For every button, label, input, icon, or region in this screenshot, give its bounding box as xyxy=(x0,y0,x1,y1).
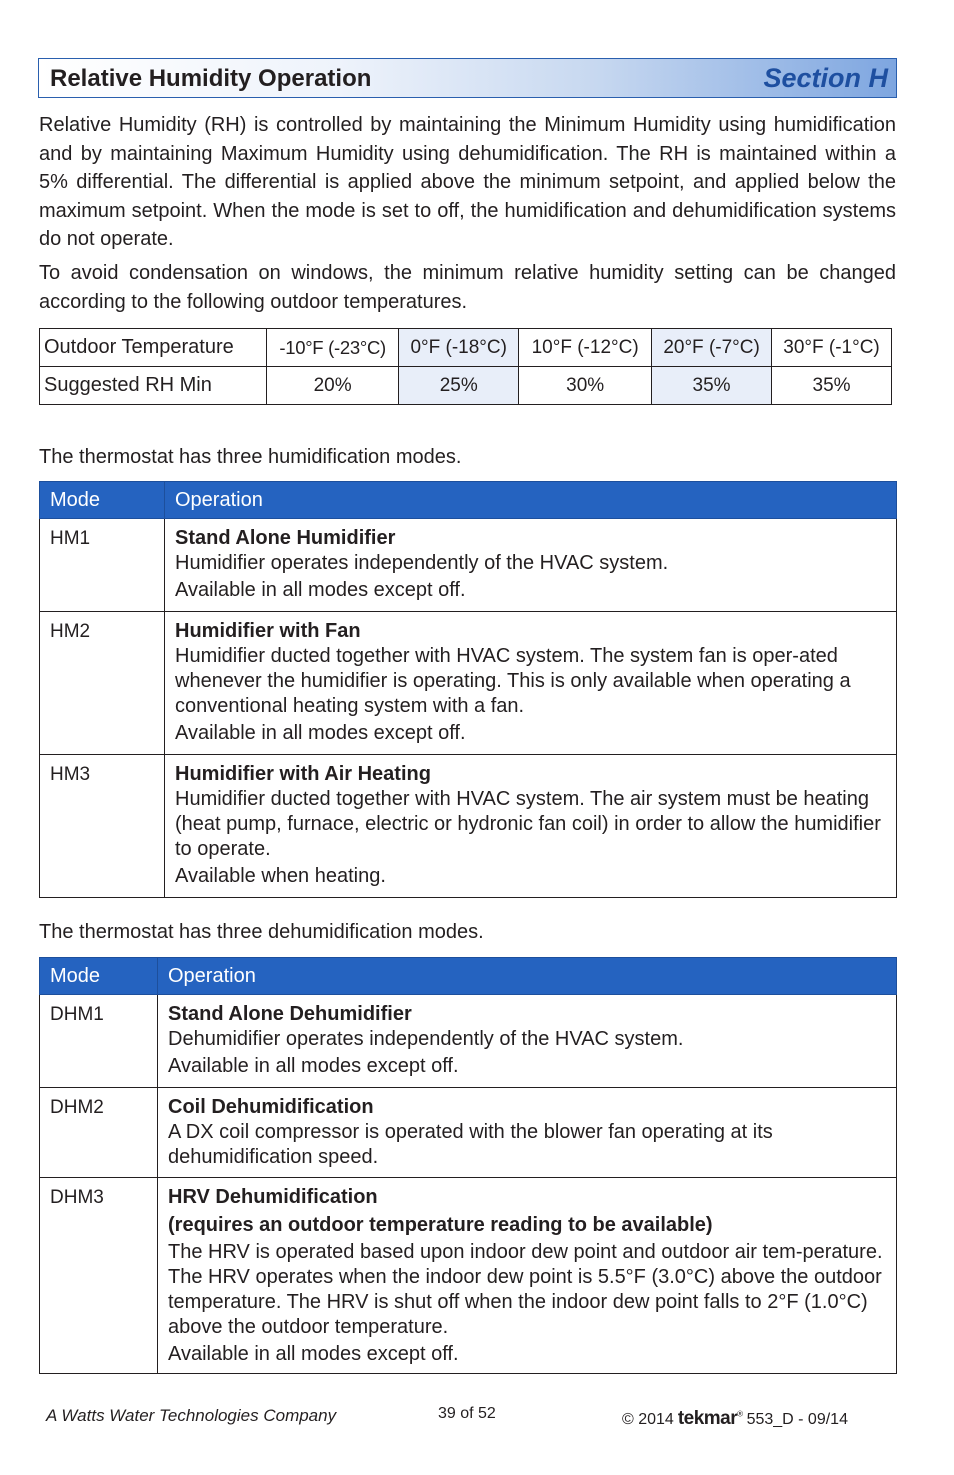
operation-subtitle: (requires an outdoor temperature reading to be available) xyxy=(168,1214,713,1236)
mode-cell: HM3 xyxy=(40,755,165,898)
operation-title: Humidifier with Air Heating xyxy=(175,763,431,785)
operation-cell xyxy=(158,1088,897,1178)
rh-cell: 25% xyxy=(399,367,519,405)
company-name: A Watts Water Technologies Company xyxy=(46,1406,337,1425)
outdoor-temperature-row xyxy=(40,329,892,367)
col-operation: Operation xyxy=(158,958,897,995)
section-title: Relative Humidity Operation xyxy=(50,65,372,92)
table-row xyxy=(40,1178,897,1374)
dehumidification-table xyxy=(39,957,897,1374)
operation-availability: Available in all modes except off. xyxy=(175,579,466,601)
row-label: Outdoor Temperature xyxy=(40,329,267,367)
operation-cell xyxy=(158,995,897,1088)
table-row xyxy=(40,755,897,898)
humidification-table xyxy=(39,481,897,898)
row-label: Suggested RH Min xyxy=(40,367,267,405)
table-row xyxy=(40,612,897,755)
operation-desc: Dehumidifier operates independently of the HVAC system. xyxy=(168,1028,684,1050)
mode-cell: HM1 xyxy=(40,519,165,612)
suggested-rh-row xyxy=(40,367,892,405)
operation-cell xyxy=(165,519,897,612)
operation-availability: Available when heating. xyxy=(175,865,386,887)
col-mode: Mode xyxy=(40,958,158,995)
operation-title: HRV Dehumidification xyxy=(168,1186,378,1208)
operation-title: Stand Alone Humidifier xyxy=(175,527,396,549)
mode-cell: DHM2 xyxy=(40,1088,158,1178)
logo-text: tekmar xyxy=(677,1408,738,1429)
humidification-intro: The thermostat has three humidification modes. xyxy=(39,446,462,468)
rh-cell: 20% xyxy=(267,367,399,405)
footer-doc-info xyxy=(622,1408,848,1430)
document-code: 553_D - 09/14 xyxy=(746,1411,848,1428)
rh-cell: 35% xyxy=(652,367,772,405)
rh-cell: 35% xyxy=(772,367,892,405)
operation-desc: Humidifier ducted together with HVAC system. The system fan is oper-ated whenever the humidifier is operating. This is only available when operating a conventional heating system with a fan. xyxy=(175,645,851,717)
mode-cell: DHM3 xyxy=(40,1178,158,1374)
operation-cell xyxy=(165,612,897,755)
operation-availability: Available in all modes except off. xyxy=(175,722,466,744)
table-header xyxy=(40,958,897,995)
dehumidification-intro: The thermostat has three dehumidification modes. xyxy=(39,921,484,943)
operation-desc: Humidifier operates independently of the HVAC system. xyxy=(175,552,669,574)
operation-title: Coil Dehumidification xyxy=(168,1096,374,1118)
operation-desc: A DX coil compressor is operated with the blower fan operating at its dehumidification speed. xyxy=(168,1121,773,1168)
operation-cell xyxy=(158,1178,897,1374)
mode-cell: HM2 xyxy=(40,612,165,755)
mode-cell: DHM1 xyxy=(40,995,158,1088)
table-row xyxy=(40,519,897,612)
col-mode: Mode xyxy=(40,482,165,519)
intro-paragraph: Relative Humidity (RH) is controlled by maintaining the Minimum Humidity using humidification and by maintaining Maximum Humidity using dehumidification. The RH is maintained within a 5% differential. The differential is applied above the minimum setpoint, and applied below the maximum setpoint. When the mode is set to off, the humidification and dehumidification systems do not operate. xyxy=(39,114,896,250)
rh-min-table xyxy=(39,328,892,405)
rh-cell: 30% xyxy=(519,367,652,405)
temp-cell: 30°F (-1°C) xyxy=(772,329,892,367)
section-label: Section H xyxy=(763,63,888,93)
operation-cell xyxy=(165,755,897,898)
col-operation: Operation xyxy=(165,482,897,519)
table-row xyxy=(40,1088,897,1178)
condensation-paragraph: To avoid condensation on windows, the minimum relative humidity setting can be changed according to the following outdoor temperatures. xyxy=(39,262,896,313)
operation-desc: Humidifier ducted together with HVAC system. The air system must be heating (heat pump, furnace, electric or hydronic fan coil) in order to allow the humidifier to operate. xyxy=(175,788,881,860)
operation-desc: The HRV is operated based upon indoor dew point and outdoor air tem-perature. The HRV operates when the indoor dew point is 5.5°F (3.0°C) above the outdoor temperature. The HRV is shut off when the indoor dew point falls to 2°F (1.0°C) above the outdoor temperature. xyxy=(168,1241,883,1338)
table-header xyxy=(40,482,897,519)
temp-cell: -10°F (-23°C) xyxy=(267,329,399,367)
page-number: 39 of 52 xyxy=(438,1405,496,1422)
section-header xyxy=(38,58,897,98)
operation-availability: Available in all modes except off. xyxy=(168,1343,459,1365)
copyright: © 2014 xyxy=(622,1411,674,1428)
temp-cell: 10°F (-12°C) xyxy=(519,329,652,367)
tekmar-logo: tekmar® xyxy=(677,1408,743,1429)
operation-title: Humidifier with Fan xyxy=(175,620,361,642)
temp-cell: 0°F (-18°C) xyxy=(399,329,519,367)
operation-availability: Available in all modes except off. xyxy=(168,1055,459,1077)
temp-cell: 20°F (-7°C) xyxy=(652,329,772,367)
operation-title: Stand Alone Dehumidifier xyxy=(168,1003,412,1025)
table-row xyxy=(40,995,897,1088)
